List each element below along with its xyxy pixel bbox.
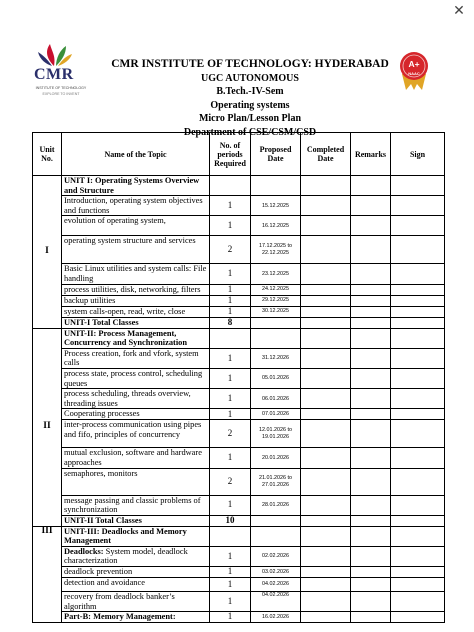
table-row: [33, 389, 445, 409]
table-row: [33, 612, 445, 623]
close-icon[interactable]: ✕: [453, 3, 465, 19]
proposed-date-cell: 07.01.2026: [251, 409, 301, 420]
unit-number: II: [33, 328, 62, 526]
unit-total-row: [33, 317, 445, 328]
topic-cell: backup utilities: [62, 295, 210, 306]
institute-name: CMR INSTITUTE OF TECHNOLOGY: HYDERABAD: [111, 58, 389, 70]
proposed-date-cell: 16.12.2025: [251, 216, 301, 236]
column-header: Unit No.: [33, 133, 62, 176]
unit-title: UNIT I: Operating Systems Overview and Structure: [62, 176, 210, 196]
periods-cell: 1: [210, 409, 251, 420]
unit-title-row: [33, 176, 445, 196]
table-row: [33, 567, 445, 578]
topic-cell: Introduction, operating system objectives and functions: [62, 196, 210, 216]
unit-total-row: [33, 515, 445, 526]
column-header: Remarks: [351, 133, 391, 176]
proposed-date-cell: 17.12.2025 to 22.12.2025: [251, 236, 301, 264]
table-row: [33, 592, 445, 612]
topic-cell: recovery from deadlock banker’s algorithm: [62, 592, 210, 612]
unit-title-row: [33, 526, 445, 546]
periods-cell: 2: [210, 420, 251, 448]
periods-cell: 1: [210, 495, 251, 515]
unit-total-label: UNIT-II Total Classes: [62, 515, 210, 526]
table-row: [33, 468, 445, 495]
proposed-date-cell: 02.02.2026: [251, 546, 301, 566]
periods-cell: 1: [210, 264, 251, 284]
topic-cell: process scheduling, threads overview, threading issues: [62, 389, 210, 409]
proposed-date-cell: 23.12.2025: [251, 264, 301, 284]
table-row: [33, 284, 445, 295]
proposed-date-cell: 15.12.2025: [251, 196, 301, 216]
periods-cell: 1: [210, 284, 251, 295]
column-header: No. of periods Required: [210, 133, 251, 176]
proposed-date-cell: 03.02.2026: [251, 567, 301, 578]
periods-cell: 1: [210, 196, 251, 216]
topic-bold-prefix: Deadlocks:: [64, 546, 104, 556]
document-heading: [100, 58, 400, 139]
unit-title: UNIT-III: Deadlocks and Memory Management: [62, 526, 210, 546]
logo-motto: EXPLORE TO INVENT: [42, 92, 80, 96]
proposed-date-cell: 24.12.2025: [251, 284, 301, 295]
periods-cell: 1: [210, 592, 251, 612]
periods-cell: 1: [210, 612, 251, 623]
column-header: Name of the Topic: [62, 133, 210, 176]
cmr-logo: [30, 42, 90, 104]
naac-badge-icon: [398, 50, 430, 90]
table-row: [33, 216, 445, 236]
proposed-date-cell: 30.12.2025: [251, 306, 301, 317]
proposed-date-cell: 04.02.2026: [251, 578, 301, 592]
topic-cell: [62, 612, 210, 623]
topic-cell: process utilities, disk, networking, filters: [62, 284, 210, 295]
column-header: Proposed Date: [251, 133, 301, 176]
periods-cell: 2: [210, 236, 251, 264]
periods-cell: 1: [210, 389, 251, 409]
logo-tagline: INSTITUTE OF TECHNOLOGY: [35, 86, 87, 90]
column-header: Sign: [391, 133, 445, 176]
topic-cell: mutual exclusion, software and hardware approaches: [62, 448, 210, 468]
proposed-date-cell: 20.01.2026: [251, 448, 301, 468]
topic-cell: semaphores, monitors: [62, 468, 210, 495]
proposed-date-cell: 28.01.2026: [251, 495, 301, 515]
topic-cell: system calls-open, read, write, close: [62, 306, 210, 317]
topic-cell: [62, 546, 210, 566]
table-row: [33, 546, 445, 566]
table-row: [33, 236, 445, 264]
periods-cell: 1: [210, 348, 251, 368]
topic-cell: detection and avoidance: [62, 578, 210, 592]
table-row: [33, 368, 445, 388]
proposed-date-cell: 12.01.2026 to 19.01.2026: [251, 420, 301, 448]
unit-total-label: UNIT-I Total Classes: [62, 317, 210, 328]
topic-cell: message passing and classic problems of synchronization: [62, 495, 210, 515]
table-row: [33, 448, 445, 468]
periods-cell: 1: [210, 448, 251, 468]
unit-title-row: [33, 328, 445, 348]
unit-total-value: 8: [210, 317, 251, 328]
topic-cell: Cooperating processes: [62, 409, 210, 420]
periods-cell: 1: [210, 368, 251, 388]
unit-number: I: [33, 176, 62, 329]
topic-bold-prefix: Part-B: Memory Management:: [64, 612, 176, 622]
unit-total-value: 10: [210, 515, 251, 526]
table-row: [33, 264, 445, 284]
periods-cell: 1: [210, 216, 251, 236]
periods-cell: 1: [210, 295, 251, 306]
unit-number: III: [33, 526, 62, 623]
proposed-date-cell: 04.02.2026: [251, 592, 301, 612]
table-row: [33, 420, 445, 448]
table-row: [33, 348, 445, 368]
topic-cell: Process creation, fork and vfork, system calls: [62, 348, 210, 368]
heading-line: Operating systems: [210, 99, 290, 111]
topic-cell: operating system structure and services: [62, 236, 210, 264]
proposed-date-cell: 31.12.2026: [251, 348, 301, 368]
heading-line: B.Tech.-IV-Sem: [216, 86, 284, 97]
proposed-date-cell: 16.02.2026: [251, 612, 301, 623]
proposed-date-cell: 05.01.2026: [251, 368, 301, 388]
logo-text: CMR: [34, 66, 74, 83]
column-header: Completed Date: [301, 133, 351, 176]
table-row: [33, 495, 445, 515]
proposed-date-cell: 29.12.2025: [251, 295, 301, 306]
heading-line: Department of CSE/CSM/CSD: [183, 126, 317, 138]
table-row: [33, 295, 445, 306]
periods-cell: 1: [210, 546, 251, 566]
table-header-row: [33, 133, 445, 176]
proposed-date-cell: 21.01.2026 to 27.01.2026: [251, 468, 301, 495]
topic-cell: evolution of operating system,: [62, 216, 210, 236]
heading-line: Micro Plan/Lesson Plan: [198, 113, 302, 124]
topic-cell: process state, process control, scheduling queues: [62, 368, 210, 388]
periods-cell: 1: [210, 306, 251, 317]
naac-label: NAAC: [408, 71, 420, 76]
topic-text: System model, deadlock characterization: [64, 546, 188, 566]
topic-cell: Basic Linux utilities and system calls: File handling: [62, 264, 210, 284]
table-row: [33, 409, 445, 420]
heading-line: UGC AUTONOMOUS: [201, 72, 299, 84]
topic-cell: deadlock prevention: [62, 567, 210, 578]
naac-grade: A+: [408, 59, 420, 69]
proposed-date-cell: 06.01.2026: [251, 389, 301, 409]
periods-cell: 1: [210, 567, 251, 578]
lesson-plan-table: [32, 132, 445, 623]
table-row: [33, 196, 445, 216]
unit-title: UNIT-II: Process Management, Concurrency and Synchronization: [62, 328, 210, 348]
periods-cell: 2: [210, 468, 251, 495]
topic-cell: inter-process communication using pipes and fifo, principles of concurrency: [62, 420, 210, 448]
periods-cell: 1: [210, 578, 251, 592]
table-row: [33, 578, 445, 592]
table-row: [33, 306, 445, 317]
